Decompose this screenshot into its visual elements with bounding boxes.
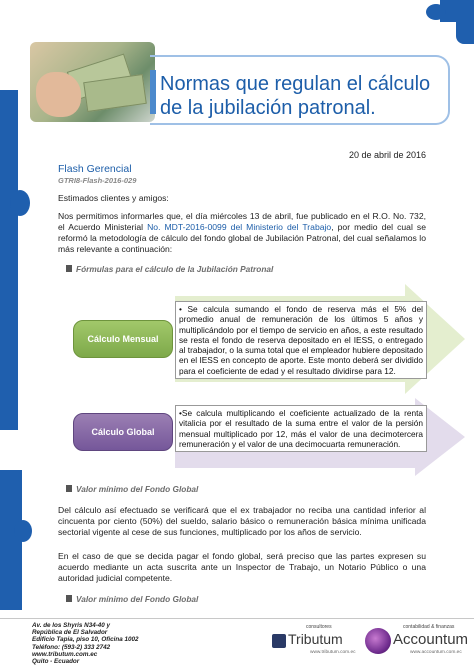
hand	[36, 72, 81, 117]
section-bullet-icon	[66, 265, 72, 272]
address-line[interactable]: www.tributum.com.ec	[32, 650, 98, 658]
global-calculation-text: •Se calcula multiplicando el coeficiente actualizado de la renta vitalicia por el resultado de la suma entre el valor de la persión mensual multiplicado por 12, más el valor de una decimotercera remuneración y el valor de una decimocuarta remuneración.	[175, 405, 427, 452]
accountum-brand	[355, 624, 473, 662]
greeting: Estimados clientes y amigos:	[58, 193, 169, 203]
title-accent-bar	[150, 70, 156, 114]
section-bullet-icon	[66, 485, 72, 492]
puzzle-knob-left	[10, 190, 30, 216]
address-line: Quito - Ecuador	[32, 658, 80, 666]
page-title	[160, 72, 430, 120]
section-formulas-heading: Fórmulas para el cálculo de la Jubilación Patronal	[76, 264, 274, 274]
document-code: GTRI8-Flash-2016-029	[58, 176, 137, 185]
monthly-calculation-label: Cálculo Mensual	[73, 320, 173, 358]
accountum-tagline: contabilidad & finanzas	[403, 624, 455, 630]
section-minimum-heading: Valor mínimo del Fondo Global	[76, 484, 199, 494]
puzzle-piece-right	[456, 22, 474, 44]
address-line: Teléfono: (593-2) 333 2742	[32, 643, 111, 651]
title-line-1: Normas que regulan el cálculo	[160, 73, 431, 95]
global-calculation-label: Cálculo Global	[73, 413, 173, 451]
tributum-tagline: consultores	[306, 624, 332, 630]
title-line-2: de la jubilación patronal.	[160, 97, 376, 119]
intro-text-1: Nos permitimos informarles que, el día miércoles 13 de abril, fue publicado en el R.O. No. 732, el Acuerdo Ministerial	[58, 211, 426, 232]
intro-paragraph	[58, 211, 426, 255]
monthly-calculation-text: • Se calcula sumando el fondo de reserva más el 5% del promedio anual de remuneración de los últimos 5 años y multiplicándolo por el tiempo de servicio en años, a este resultado se resta el fondo de reserva depositado en el IESS, o entregado al trabajador, o la suma total que el empleador hubiere depositado en el IESS en concepto de aporte. Este monto deberá ser dividido para el coeficiente de edad y el resultado dividirse para 12.	[175, 301, 427, 379]
global-payment-paragraph: En el caso de que se decida pagar el fondo global, será preciso que las partes expresen su acuerdo mediante un acta suscrita ante un Inspector de Trabajo, un Notario Público o una autoridad judicial competente.	[58, 551, 426, 583]
address-line: Av. de los Shyris N34-40 y	[32, 622, 111, 629]
section-bullet-icon	[66, 595, 72, 602]
puzzle-knob-left-bottom	[14, 520, 32, 542]
intro-text-2: , por medio del cual se reformó la metodología de cálculo del fondo global de Jubilación Patronal, del cual señalamos lo más relevante a continuación:	[58, 222, 427, 254]
tributum-website[interactable]: www.tributum.com.ec	[310, 650, 356, 655]
tributum-brand	[268, 624, 358, 662]
address-line: República de El Salvador	[32, 629, 108, 637]
puzzle-knob-top	[426, 4, 446, 20]
footer-divider	[0, 618, 474, 619]
accountum-website[interactable]: www.accountum.com.ec	[410, 650, 462, 655]
accountum-name: Accountum	[393, 631, 469, 648]
tributum-logo-icon	[272, 634, 286, 648]
section-minimum-heading-2: Valor mínimo del Fondo Global	[76, 594, 199, 604]
money-hand-photo	[30, 42, 155, 122]
accountum-logo-icon	[365, 628, 391, 654]
footer-address	[32, 622, 142, 665]
document-date: 20 de abril de 2016	[348, 150, 426, 160]
flash-title: Flash Gerencial	[58, 163, 132, 175]
minimum-value-paragraph: Del cálculo así efectuado se verificará que el ex trabajador no reciba una cantidad inferior al cincuenta por ciento (50%) del sueldo, salario básico o remuneración básica mínima unificada sectorial vigente al cese de sus funciones, multiplicado por los años de servicio.	[58, 505, 426, 537]
address-line: Edificio Tapia, piso 10, Oficina 1002	[32, 636, 139, 644]
ministerial-agreement-link[interactable]: No. MDT-2016-0099 del Ministerio del Trabajo	[147, 222, 332, 232]
tributum-name: Tributum	[288, 631, 343, 647]
puzzle-piece-left	[0, 90, 18, 430]
